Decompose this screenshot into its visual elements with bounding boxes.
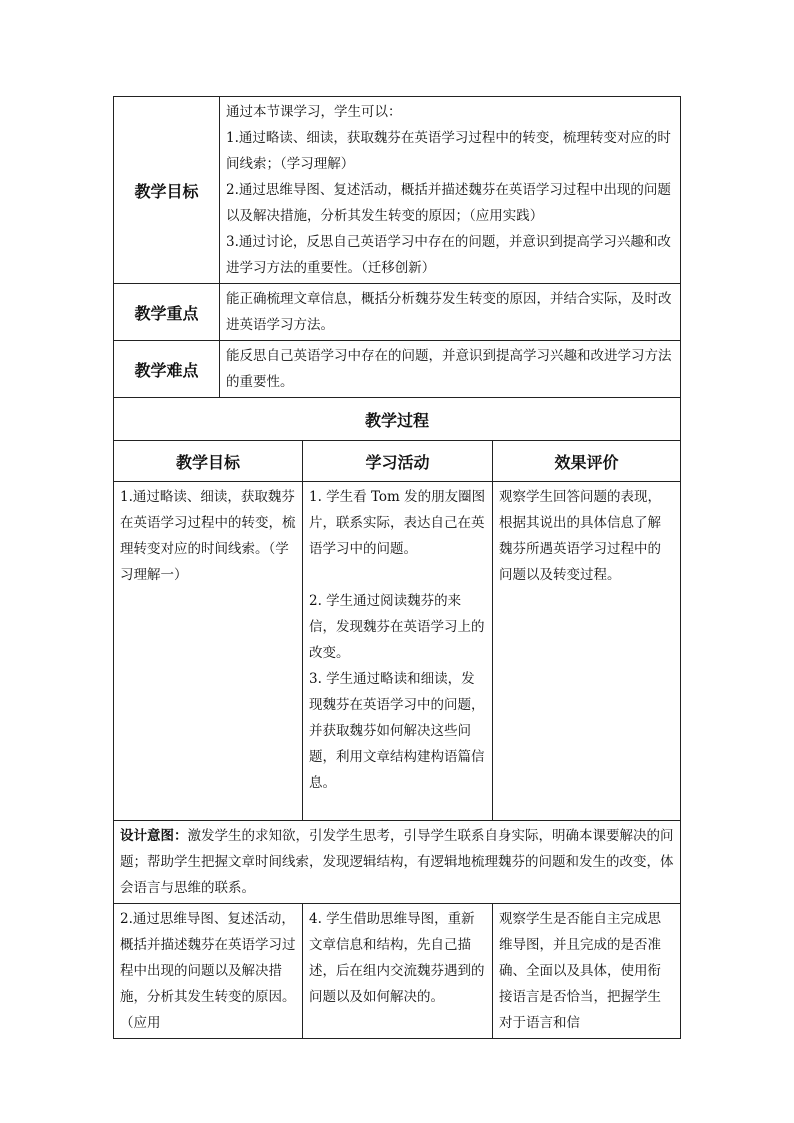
process-title-row <box>114 398 681 441</box>
goals-content <box>220 97 681 284</box>
goals-intro: 通过本节课学习，学生可以： <box>226 104 402 120</box>
design-intent-text: 激发学生的求知欲，引发学生思考，引导学生联系自身实际，明确本课要解决的问题；帮助学生把握文章时间线索，发现逻辑结构，有逻辑地梳理魏芬的问题和发生的改变，体会语言与思维的联系。 <box>120 828 674 896</box>
key-points-label: 教学重点 <box>114 284 220 341</box>
column-header-goal: 教学目标 <box>114 441 303 482</box>
goals-label: 教学目标 <box>114 97 220 284</box>
difficulties-text: 能反思自己英语学习中存在的问题，并意识到提高学习兴趣和改进学习方法的重要性。 <box>220 341 681 398</box>
design-intent-label: 设计意图： <box>120 828 188 844</box>
row1-evaluation: 观察学生回答问题的表现，根据其说出的具体信息了解魏芬所遇英语学习过程中的问题以及转变过程。 <box>493 482 681 821</box>
goal-item-3: 3.通过讨论，反思自己英语学习中存在的问题，并意识到提高学习兴趣和改进学习方法的重要性。（迁移创新） <box>226 234 671 276</box>
row1-goal: 1.通过略读、细读，获取魏芬在英语学习过程中的转变，梳理转变对应的时间线索。（学习理解一） <box>114 482 303 821</box>
activity-spacer <box>309 562 486 588</box>
activity-1: 1. 学生看 Tom 发的朋友圈图片，联系实际，表达自己在英语学习中的问题。 <box>309 489 486 557</box>
process-row-2 <box>114 904 681 1039</box>
row2-goal: 2.通过思维导图、复述活动，概括并描述魏芬在英语学习过程中出现的问题以及解决措施，分析其发生转变的原因。（应用 <box>114 904 303 1039</box>
goal-item-1: 1.通过略读、细读，获取魏芬在英语学习过程中的转变，梳理转变对应的时间线索；（学习理解） <box>226 130 671 172</box>
process-row-1 <box>114 482 681 821</box>
difficulties-label: 教学难点 <box>114 341 220 398</box>
design-intent <box>114 821 681 904</box>
difficulties-row <box>114 341 681 398</box>
column-header-activity: 学习活动 <box>303 441 493 482</box>
activity-2: 2. 学生通过阅读魏芬的来信，发现魏芬在英语学习上的改变。 <box>309 593 485 661</box>
key-points-text: 能正确梳理文章信息，概括分析魏芬发生转变的原因，并结合实际，及时改进英语学习方法。 <box>220 284 681 341</box>
key-points-row <box>114 284 681 341</box>
goal-item-2: 2.通过思维导图、复述活动，概括并描述魏芬在英语学习过程中出现的问题以及解决措施，分析其发生转变的原因；（应用实践） <box>226 182 671 224</box>
row1-activities <box>303 482 493 821</box>
lesson-plan-table <box>113 96 681 1039</box>
row2-activity: 4. 学生借助思维导图，重新文章信息和结构，先自己描述，后在组内交流魏芬遇到的问题以及如何解决的。 <box>303 904 493 1039</box>
design-intent-row <box>114 821 681 904</box>
process-title: 教学过程 <box>114 398 681 441</box>
activity-3: 3. 学生通过略读和细读，发现魏芬在英语学习中的问题，并获取魏芬如何解决这些问题，利用文章结构建构语篇信息。 <box>309 671 485 791</box>
column-header-evaluation: 效果评价 <box>493 441 681 482</box>
process-header-row <box>114 441 681 482</box>
goals-row <box>114 97 681 284</box>
row2-evaluation: 观察学生是否能自主完成思维导图，并且完成的是否准确、全面以及具体，使用衔接语言是否恰当，把握学生对于语言和信 <box>493 904 681 1039</box>
